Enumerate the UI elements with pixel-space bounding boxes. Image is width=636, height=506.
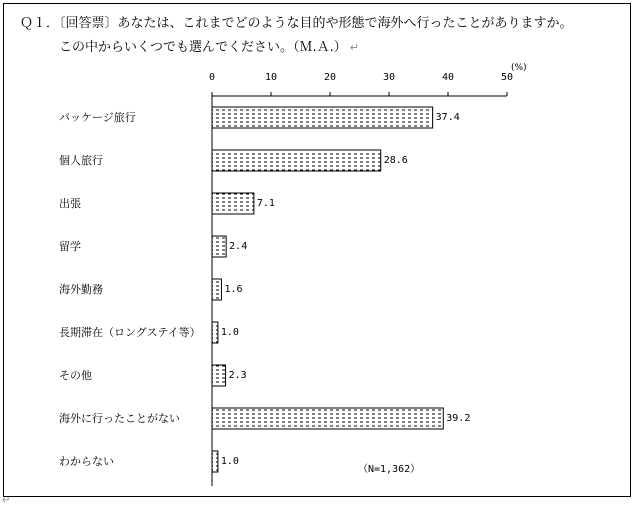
sample-size-note: （N=1,362） [358, 464, 421, 475]
x-tick-label-20: 20 [323, 72, 337, 83]
value-label-overseas-work: 1.6 [224, 283, 243, 295]
bar-business-trip [212, 193, 254, 214]
value-label-study-abroad: 2.4 [229, 240, 248, 252]
value-label-business-trip: 7.1 [256, 197, 275, 209]
bar-individual-travel [212, 150, 381, 171]
category-label-other: その他 [59, 369, 92, 382]
paragraph-mark-icon: ↵ [2, 495, 11, 506]
return-mark-icon: ↵ [349, 41, 359, 54]
value-label-other: 2.3 [228, 369, 247, 381]
category-label-individual-travel: 個人旅行 [59, 154, 103, 167]
x-tick-label-0: 0 [208, 72, 216, 83]
value-label-individual-travel: 28.6 [383, 154, 408, 166]
category-label-dont-know: わからない [59, 455, 114, 468]
bar-other [212, 365, 226, 386]
category-label-never-abroad: 海外に行ったことがない [59, 412, 180, 425]
question-line-2: この中からいくつでも選んでください。（Ｍ.Ａ.） ↵ [59, 40, 359, 55]
category-label-overseas-work: 海外勤務 [59, 283, 103, 296]
bar-overseas-work [212, 279, 221, 300]
category-label-long-stay: 長期滞在（ロングステイ等） [59, 326, 201, 339]
value-label-long-stay: 1.0 [220, 326, 239, 338]
category-label-package-tour: パッケージ旅行 [59, 111, 136, 124]
x-tick-label-10: 10 [264, 72, 278, 83]
question-line-1: Ｑ１．〔回答票〕あなたは、これまでどのような目的や形態で海外へ行ったことがありますか。 [20, 16, 573, 31]
bar-long-stay [212, 322, 218, 343]
x-tick-label-40: 40 [441, 72, 455, 83]
value-label-package-tour: 37.4 [435, 111, 460, 123]
bar-study-abroad [212, 236, 226, 257]
x-tick-label-30: 30 [382, 72, 396, 83]
bar-package-tour [212, 107, 433, 128]
value-label-never-abroad: 39.2 [446, 412, 471, 424]
category-label-study-abroad: 留学 [59, 240, 81, 253]
value-label-dont-know: 1.0 [220, 455, 239, 467]
category-label-business-trip: 出張 [59, 197, 81, 210]
bar-dont-know [212, 451, 218, 472]
bar-never-abroad [212, 408, 443, 429]
x-tick-label-50: 50 [500, 72, 514, 83]
x-axis-unit: (%) [511, 63, 527, 73]
